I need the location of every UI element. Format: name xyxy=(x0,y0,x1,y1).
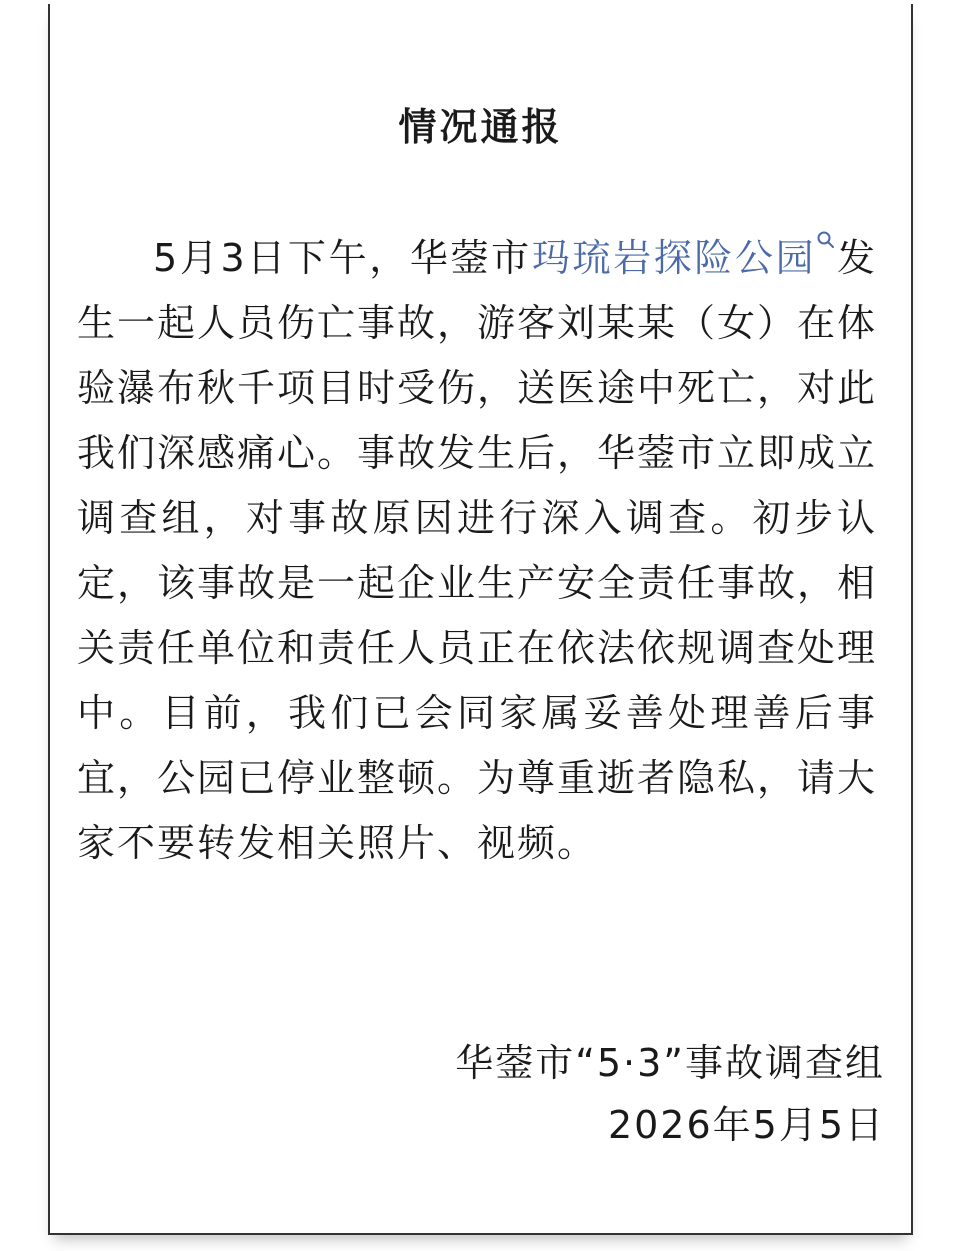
signature-block xyxy=(455,1032,885,1156)
body-text-main: 发生一起人员伤亡事故，游客刘某某（女）在体验瀑布秋千项目时受伤，送医途中死亡，对此我们深感痛心。事故发生后，华蓥市立即成立调查组，对事故原因进行深入调查。初步认定，该事故是一起企业生产安全责任事故，相关责任单位和责任人员正在依法依规调查处理中。目前，我们已会同家属妥善处理善后事宜，公园已停业整顿。为尊重逝者隐私，请大家不要转发相关照片、视频。 xyxy=(77,236,878,865)
signature-date: 2026年5月5日 xyxy=(607,1103,885,1147)
search-icon[interactable] xyxy=(816,230,836,250)
park-search-link[interactable]: 玛琉岩探险公园 xyxy=(531,236,817,280)
signature-organization: 华蓥市“5·3”事故调查组 xyxy=(455,1041,885,1085)
notice-document xyxy=(48,4,913,1235)
body-text-intro: 5月3日下午，华蓥市 xyxy=(153,236,532,280)
notice-title: 情况通报 xyxy=(398,105,563,149)
notice-body xyxy=(77,226,877,876)
